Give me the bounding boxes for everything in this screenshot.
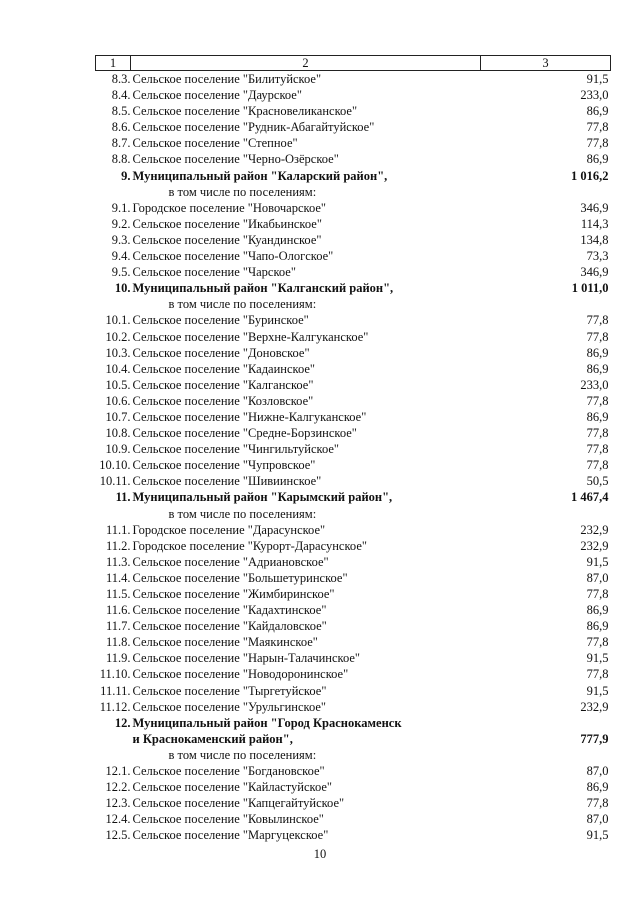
row-number: 11.7. [105,619,131,634]
row-name: Сельское поселение "Новодоронинское" [132,667,349,682]
row-name: Сельское поселение "Икабьинское" [132,216,322,231]
row-number [96,296,131,312]
row-number [96,747,131,763]
row-value [481,506,611,522]
table-row [96,699,611,715]
page-number: 10 [313,847,327,861]
table-row [96,586,611,602]
row-name: Сельское поселение "Степное" [132,136,298,151]
row-name: Сельское поселение "Чингильтуйское" [132,442,340,457]
table-row [96,618,611,634]
row-number: 12.1. [105,764,131,779]
row-value [481,296,611,312]
header-col-3: 3 [481,56,611,71]
row-number: 10.6. [105,393,131,408]
row-value [481,715,611,731]
row-value: 777,9 [580,731,609,746]
row-name: Муниципальный район "Карымский район", [132,490,393,505]
row-value: 77,8 [586,136,609,151]
table-row [96,248,611,264]
table-row [96,119,611,135]
row-number: 11.12. [99,699,131,714]
row-value: 1 016,2 [571,168,609,183]
row-number: 8.5. [111,104,131,119]
row-name: в том числе по поселениям: [168,747,317,762]
row-number: 8.4. [111,88,131,103]
table-row [96,827,611,843]
row-value: 134,8 [580,232,609,247]
row-name: и Краснокаменский район", [132,731,293,746]
table-row [96,216,611,232]
row-name: Сельское поселение "Большетуринское" [132,570,348,585]
row-number: 11.9. [105,651,131,666]
row-name: Сельское поселение "Средне-Борзинское" [132,426,357,441]
row-number: 9.3. [111,232,131,247]
row-value: 77,8 [586,393,609,408]
row-name: Сельское поселение "Чупровское" [132,458,316,473]
row-name: Сельское поселение "Маякинское" [132,635,318,650]
table-body [96,71,611,844]
row-value: 232,9 [580,699,609,714]
row-value: 91,5 [586,554,609,569]
row-number: 9.5. [111,265,131,280]
table-row [96,715,611,731]
row-value: 346,9 [580,200,609,215]
table-row [96,184,611,200]
row-value: 77,8 [586,442,609,457]
row-name: Сельское поселение "Верхне-Калгуканское" [132,329,369,344]
row-name: Муниципальный район "Каларский район", [132,168,388,183]
table-row [96,650,611,666]
table-header-row [96,56,611,71]
table-row [96,425,611,441]
row-name: Сельское поселение "Кайдаловское" [132,619,327,634]
table-row [96,666,611,682]
row-number: 10.1. [105,313,131,328]
document-page [95,55,610,844]
row-value: 50,5 [586,474,609,489]
row-number [96,506,131,522]
table-row [96,87,611,103]
row-value: 91,5 [586,683,609,698]
row-number: 11.5. [105,587,131,601]
row-name: Сельское поселение "Даурское" [132,88,302,103]
row-number: 11.2. [105,538,131,553]
table-row [96,135,611,151]
table-row [96,570,611,586]
row-name: в том числе по поселениям: [168,506,317,521]
row-value: 77,8 [586,313,609,328]
row-value: 1 467,4 [571,490,609,505]
table-row [96,441,611,457]
row-number: 9.1. [111,200,131,215]
table-row [96,811,611,827]
table-row [96,409,611,425]
row-value: 86,9 [586,619,609,634]
table-row [96,312,611,328]
table-row [96,602,611,618]
table-row [96,457,611,473]
row-value: 86,9 [586,345,609,360]
row-value: 73,3 [586,249,609,264]
row-number: 12.2. [105,780,131,795]
row-value: 86,9 [586,409,609,424]
row-number: 10.9. [105,442,131,457]
row-number: 9.4. [111,249,131,264]
table-row [96,779,611,795]
table-row [96,296,611,312]
table-row [96,71,611,88]
row-number: 9.2. [111,216,131,231]
row-name: Городское поселение "Курорт-Дарасунское" [132,538,367,553]
table-row [96,554,611,570]
row-number: 8.6. [111,120,131,135]
row-number: 10.7. [105,409,131,424]
row-value: 232,9 [580,522,609,537]
row-value: 77,8 [586,667,609,682]
row-number: 10.8. [105,426,131,441]
table-row [96,200,611,216]
row-number: 11. [115,490,131,505]
row-number: 10.4. [105,361,131,376]
row-name: Сельское поселение "Ковылинское" [132,812,324,827]
row-value: 91,5 [586,828,609,843]
row-value: 77,8 [586,587,609,601]
row-value: 233,0 [580,377,609,392]
row-name: Сельское поселение "Нижне-Калгуканское" [132,409,367,424]
row-value: 86,9 [586,152,609,167]
row-value: 1 011,0 [571,281,609,296]
table-row [96,103,611,119]
table-row [96,489,611,505]
row-value: 77,8 [586,635,609,650]
row-name: Муниципальный район "Калганский район", [132,281,394,296]
row-value: 86,9 [586,780,609,795]
row-name: Сельское поселение "Богдановское" [132,764,325,779]
row-value: 91,5 [586,72,609,86]
row-number: 11.3. [105,554,131,569]
row-name: Сельское поселение "Капцегайтуйское" [132,796,345,811]
row-name: Сельское поселение "Чапо-Ологское" [132,249,334,264]
row-number: 10.2. [105,329,131,344]
row-number: 10.5. [105,377,131,392]
table-row [96,264,611,280]
row-number: 11.6. [105,603,131,618]
table-row [96,329,611,345]
row-name: Сельское поселение "Куандинское" [132,232,322,247]
row-name: Сельское поселение "Шивиинское" [132,474,322,489]
row-name: Сельское поселение "Кадаинское" [132,361,316,376]
row-name: Сельское поселение "Кайластуйское" [132,780,332,795]
header-col-1: 1 [96,56,131,71]
row-number: 10.11. [99,474,131,489]
row-value: 77,8 [586,120,609,135]
table-row [96,345,611,361]
row-value: 86,9 [586,603,609,618]
row-name: Сельское поселение "Буринское" [132,313,309,328]
row-name: Сельское поселение "Черно-Озёрское" [132,152,339,167]
row-number [96,184,131,200]
row-number: 12.3. [105,796,131,811]
table-row [96,232,611,248]
table-row [96,763,611,779]
row-name: в том числе по поселениям: [168,297,317,312]
row-value: 77,8 [586,329,609,344]
row-number: 11.1. [105,522,131,537]
row-value: 77,8 [586,458,609,473]
row-value: 86,9 [586,104,609,119]
row-name: Сельское поселение "Чарское" [132,265,296,280]
row-number: 9. [121,168,131,183]
table-row [96,361,611,377]
row-value: 77,8 [586,796,609,811]
row-value: 86,9 [586,361,609,376]
table-row [96,522,611,538]
row-number: 10.3. [105,345,131,360]
row-number: 11.11. [100,683,131,698]
row-name: Сельское поселение "Кадахтинское" [132,603,327,618]
row-number: 12.5. [105,828,131,843]
table-row [96,473,611,489]
row-value: 77,8 [586,426,609,441]
row-value: 232,9 [580,538,609,553]
row-number: 10.10. [99,458,131,473]
table-row [96,393,611,409]
row-name: Сельское поселение "Тыргетуйское" [132,683,327,698]
row-value: 346,9 [580,265,609,280]
row-number [96,731,131,747]
row-name: Сельское поселение "Козловское" [132,393,314,408]
row-number: 10. [114,281,131,296]
table-row [96,731,611,747]
header-col-2: 2 [131,56,481,71]
row-name: Городское поселение "Новочарское" [132,200,327,215]
row-name: Сельское поселение "Маргуцекское" [132,828,329,843]
row-name: Сельское поселение "Нарын-Талачинское" [132,651,361,666]
row-name: Сельское поселение "Адриановское" [132,554,329,569]
row-value: 91,5 [586,651,609,666]
row-name: Сельское поселение "Рудник-Абагайтуйское" [132,120,375,135]
row-number: 11.10. [99,667,131,682]
row-number: 11.4. [105,570,131,585]
table-row [96,280,611,296]
row-name: Сельское поселение "Жимбиринское" [132,587,335,601]
row-number: 12.4. [105,812,131,827]
row-name: Сельское поселение "Доновское" [132,345,310,360]
table-row [96,506,611,522]
table-row [96,683,611,699]
row-number: 11.8. [105,635,131,650]
table-row [96,168,611,184]
row-name: Городское поселение "Дарасунское" [132,522,326,537]
row-value: 87,0 [586,764,609,779]
row-number: 8.8. [111,152,131,167]
table-row [96,747,611,763]
row-name: Сельское поселение "Урульгинское" [132,699,326,714]
row-number: 8.7. [111,136,131,151]
row-value [481,747,611,763]
row-name: в том числе по поселениям: [168,184,317,199]
table-row [96,377,611,393]
settlements-table [95,55,611,844]
row-value: 87,0 [586,812,609,827]
row-name: Сельское поселение "Красновеликанское" [132,104,358,119]
row-number: 12. [114,715,131,730]
row-value: 114,3 [580,216,609,231]
row-value: 233,0 [580,88,609,103]
row-value: 87,0 [586,570,609,585]
row-name: Сельское поселение "Билитуйское" [132,72,322,86]
row-name: Муниципальный район "Город Краснокаменск [132,715,402,730]
table-row [96,538,611,554]
row-number: 8.3. [111,72,131,86]
row-value [481,184,611,200]
table-row [96,795,611,811]
table-row [96,634,611,650]
row-name: Сельское поселение "Калганское" [132,377,314,392]
table-row [96,151,611,167]
